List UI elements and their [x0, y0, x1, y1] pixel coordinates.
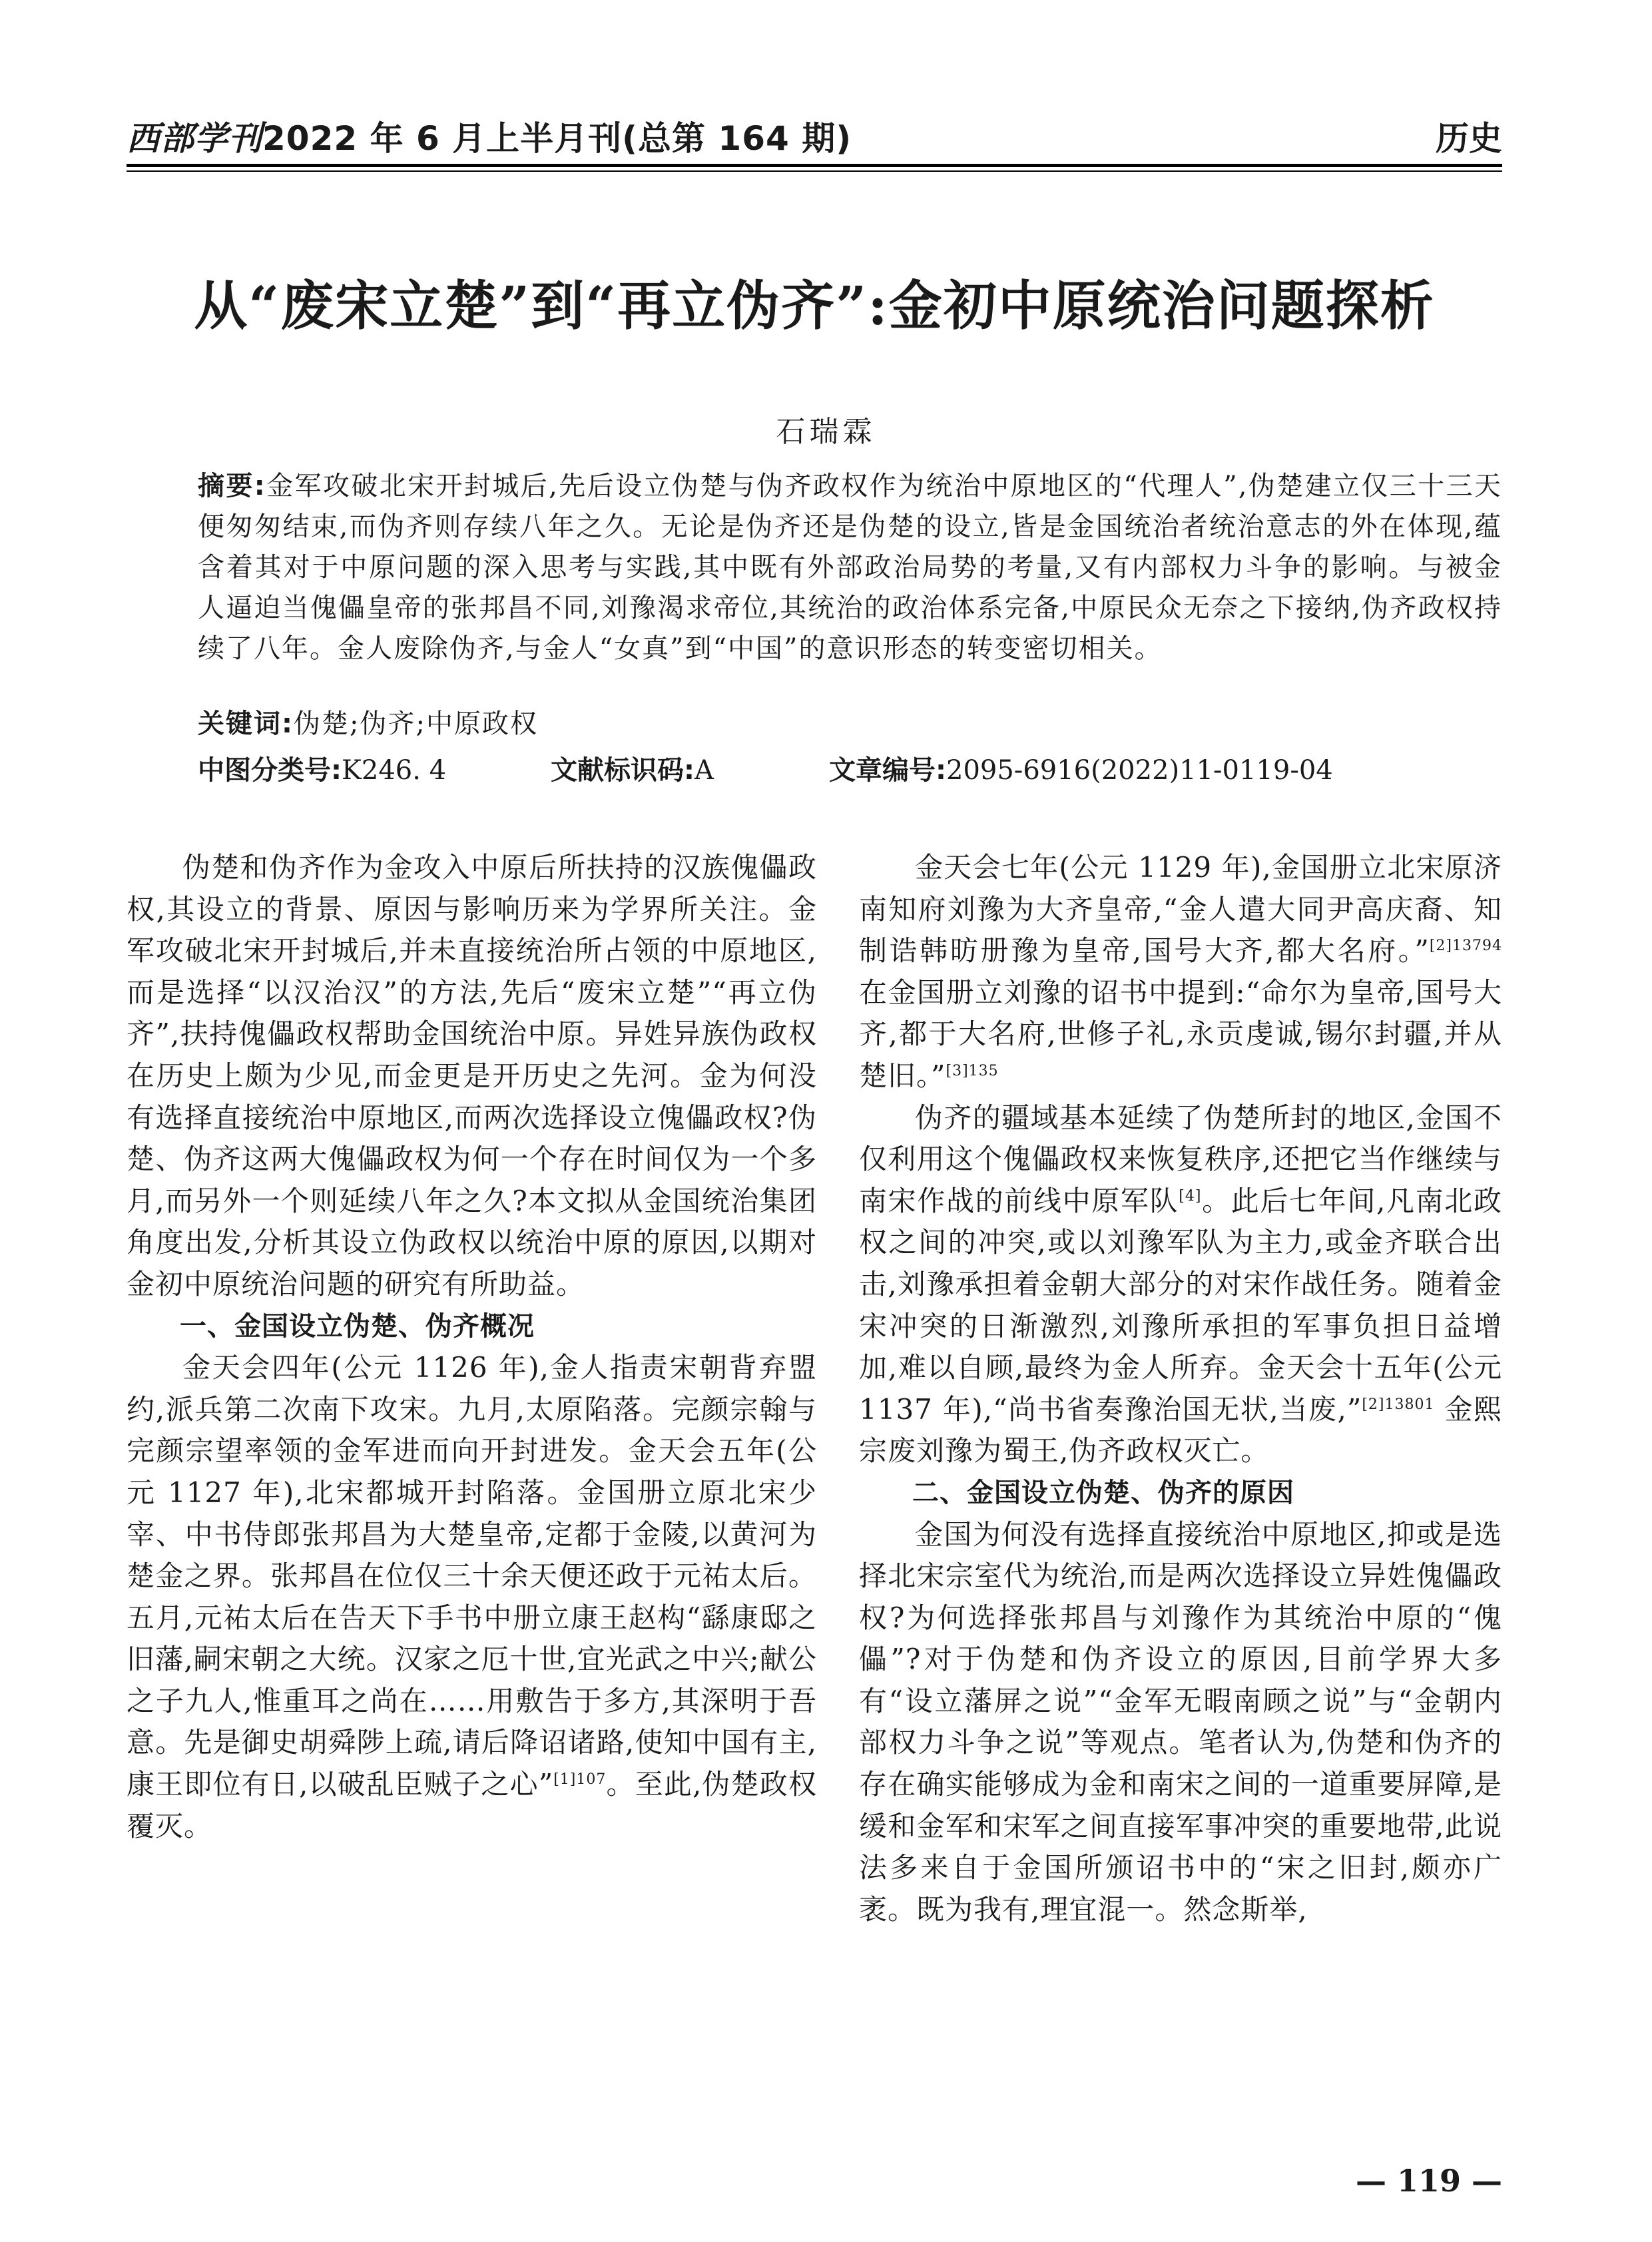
section-heading-1: 一、金国设立伪楚、伪齐概况 [180, 1310, 535, 1342]
citation: [4] [1179, 1187, 1202, 1205]
text-run: 。此后七年间,凡南北政权之间的冲突,或以刘豫军队为主力,或金齐联合出击,刘豫承担着金朝大部分的对宋作战任务。随着金宋冲突的日渐激烈,刘豫所承担的军事负担日益增加,难以自顾,最终为金人所弃。金天会十五年(公元 1137 年),“尚书省奏豫治国无状,当废,” [859, 1184, 1502, 1426]
abstract [198, 466, 1502, 669]
article-value: 2095-6916(2022)11-0119-04 [946, 755, 1333, 786]
keywords-label: 关键词: [198, 708, 294, 739]
text-run: 金天会七年(公元 1129 年),金国册立北宋原济南知府刘豫为大齐皇帝,“金人遣大同尹高庆裔、知制诰韩昉册豫为皇帝,国号大齐,都大名府。” [859, 851, 1502, 968]
journal-issue [127, 112, 852, 160]
journal-logo: 西部学刊 [127, 119, 262, 158]
citation: [2]13801 [1362, 1396, 1435, 1413]
section1-tail: 。至此,伪楚政权覆灭。 [127, 1768, 817, 1842]
header-rule [127, 164, 1502, 167]
text-run: 金熙宗废刘豫为蜀王,伪齐政权灭亡。 [859, 1392, 1502, 1468]
intro-paragraph: 伪楚和伪齐作为金攻入中原后所扶持的汉族傀儡政权,其设立的背景、原因与影响历来为学界所关注。金军攻破北宋开封城后,并未直接统治所占领的中原地区,而是选择“以汉治汉”的方法,先后“废宋立楚”“再立伪齐”,扶持傀儡政权帮助金国统治中原。异姓异族伪政权在历史上颇为少见,而金更是开历史之先河。金为何没有选择直接统治中原地区,而两次选择设立傀儡政权?伪楚、伪齐这两大傀儡政权为何一个存在时间仅为一个多月,而另外一个则延续八年之久?本文拟从金国统治集团角度出发,分析其设立伪政权以统治中原的原因,以期对金初中原统治问题的研究有所助益。 [127, 851, 817, 1300]
section1-text: 金天会四年(公元 1126 年),金人指责宋朝背弃盟约,派兵第二次南下攻宋。九月,太原陷落。完颜宗翰与完颜宗望率领的金军进而向开封进发。金天会五年(公元 1127 年),北宋都城开封陷落。金国册立原北宋少宰、中书侍郎张邦昌为大楚皇帝,定都于金陵,以黄河为楚金之界。张邦昌在位仅三十余天便还政于元祐太后。五月,元祐太后在告天下手书中册立康王赵构“繇康邸之旧藩,嗣宋朝之大统。汉家之厄十世,宜光武之中兴;献公之子九人,惟重耳之尚在……用敷告于多方,其深明于吾意。先是御史胡舜陟上疏,请后降诏诸路,使知中国有主,康王即位有日,以破乱臣贼子之心” [127, 1351, 817, 1801]
citation: [3]135 [946, 1062, 999, 1079]
text-run: 在金国册立刘豫的诏书中提到:“命尔为皇帝,国号大齐,都于大名府,世修子礼,永贡虔诚,锡尔封疆,并从楚旧。” [859, 976, 1502, 1092]
classification-meta [198, 749, 1502, 789]
article-title: 从“废宋立楚”到“再立伪齐”:金初中原统治问题探析 [194, 274, 1435, 337]
citation: [1]107 [553, 1771, 607, 1789]
article-number [829, 749, 1333, 787]
qi-territory-paragraph [859, 1097, 1502, 1472]
doc-code [551, 749, 714, 787]
liu-yu-paragraph [859, 847, 1502, 1097]
clc-label: 中图分类号: [198, 755, 342, 786]
section2-paragraph: 金国为何没有选择直接统治中原地区,抑或是选择北宋宗室代为统治,而是两次选择设立异姓傀儡政权?为何选择张邦昌与刘豫作为其统治中原的“傀儡”?对于伪楚和伪齐设立的原因,目前学界大多有“设立藩屏之说”“金军无暇南顾之说”与“金朝内部权力斗争之说”等观点。笔者认为,伪楚和伪齐的存在确实能够成为金和南宋之间的一道重要屏障,是缓和金军和宋军之间直接军事冲突的重要地带,此说法多来自于金国所颁诏书中的“宋之旧封,颇亦广袤。既为我有,理宜混一。然念斯举, [859, 1518, 1502, 1926]
text-run: 伪齐的疆域基本延续了伪楚所封的地区,金国不仅利用这个傀儡政权来恢复秩序,还把它当作继续与南宋作战的前线中原军队 [859, 1101, 1502, 1217]
section1-paragraph [127, 1347, 817, 1847]
abstract-text: 金军攻破北宋开封城后,先后设立伪楚与伪齐政权作为统治中原地区的“代理人”,伪楚建立仅三十三天便匆匆结束,而伪齐则存续八年之久。无论是伪齐还是伪楚的设立,皆是金国统治者统治意志的外在体现,蕴含着其对于中原问题的深入思考与实践,其中既有外部政治局势的考量,又有内部权力斗争的影响。与被金人逼迫当傀儡皇帝的张邦昌不同,刘豫渴求帝位,其统治的政治体系完备,中原民众无奈之下接纳,伪齐政权持续了八年。金人废除伪齐,与金人“女真”到“中国”的意识形态的转变密切相关。 [198, 471, 1503, 664]
author: 石瑞霖 [776, 415, 876, 449]
right-column [859, 847, 1502, 1930]
doc-value: A [694, 755, 714, 786]
left-column [127, 847, 817, 1847]
section-heading-2: 二、金国设立伪楚、伪齐的原因 [912, 1477, 1294, 1508]
header-rule-thin [127, 170, 1502, 172]
section-tag: 历史 [1436, 119, 1502, 158]
keywords-text: 伪楚;伪齐;中原政权 [294, 708, 538, 739]
abstract-label: 摘要: [198, 471, 266, 501]
running-header [127, 112, 1502, 164]
page-number: — 119 — [1355, 2163, 1502, 2199]
article-label: 文章编号: [829, 755, 946, 786]
clc-number [198, 749, 446, 787]
issue-info: 2022 年 6 月上半月刊(总第 164 期) [262, 119, 852, 158]
citation: [2]13794 [1429, 938, 1502, 955]
doc-label: 文献标识码: [551, 755, 694, 786]
keywords [198, 702, 1502, 740]
clc-value: K246. 4 [342, 755, 447, 786]
